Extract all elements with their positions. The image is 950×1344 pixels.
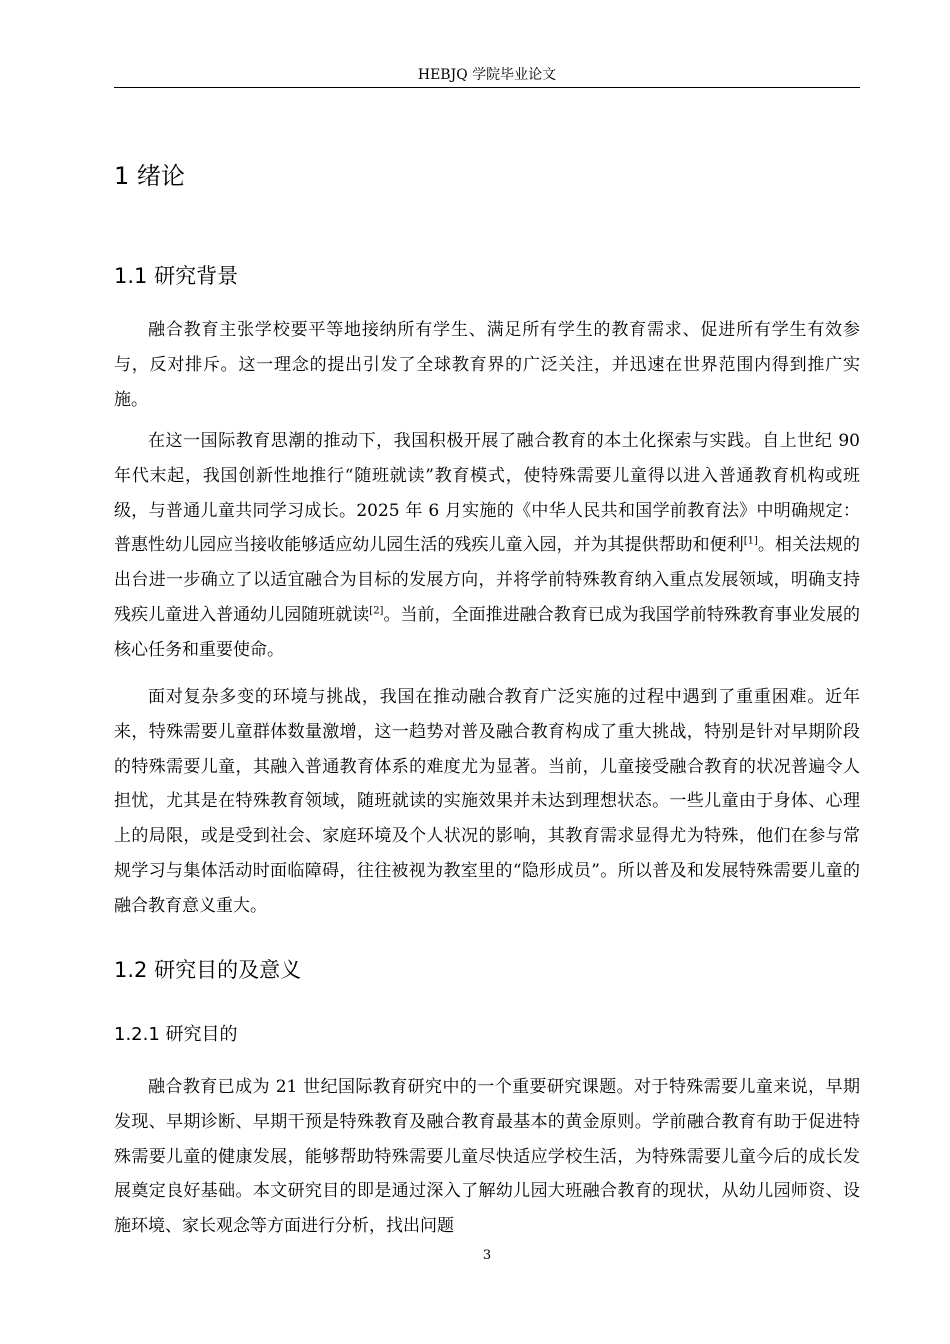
citation-ref[interactable]: [2]: [369, 605, 384, 617]
paragraph-background-3: [114, 680, 860, 924]
citation-ref[interactable]: [1]: [743, 535, 758, 547]
paragraph-text: 。当前，全面推进融合教育已成为我国学前特殊教育事业发展的核心任务和重要使命。: [114, 604, 861, 660]
running-header: HEBJQ 学院毕业论文: [417, 67, 557, 83]
section-title-1-1: 1.1 研究背景: [114, 264, 239, 288]
subsection-title-1-2-1: 1.2.1 研究目的: [114, 1024, 238, 1045]
paragraph-background-1: [114, 313, 860, 417]
chapter-title: 1 绪论: [114, 162, 185, 190]
paragraph-purpose-1: [114, 1070, 860, 1244]
page-number: 3: [482, 1248, 492, 1263]
paragraph-text: 在这一国际教育思潮的推动下，我国积极开展了融合教育的本土化探索与实践。自上世纪 90 年代末起，我国创新性地推行“随班就读”教育模式，使特殊需要儿童得以进入普通教育机构或班级，与普通儿童共同学习成长。2025 年 6 月实施的《中华人民共和国学前教育法》中明确规定：普惠性幼儿园应当接收能够适应幼儿园生活的残疾儿童入园，并为其提供帮助和便利: [114, 431, 860, 556]
header-rule: [114, 87, 860, 88]
paragraph-text: 面对复杂多变的环境与挑战，我国在推动融合教育广泛实施的过程中遇到了重重困难。近年来，特殊需要儿童群体数量激增，这一趋势对普及融合教育构成了重大挑战，特别是针对早期阶段的特殊需要儿童，其融入普通教育体系的难度尤为显著。当前，儿童接受融合教育的状况普遍令人担忧，尤其是在特殊教育领域，随班就读的实施效果并未达到理想状态。一些儿童由于身体、心理上的局限，或是受到社会、家庭环境及个人状况的影响，其教育需求显得尤为特殊，他们在参与常规学习与集体活动时面临障碍，往往被视为教室里的“隐形成员”。所以普及和发展特殊需要儿童的融合教育意义重大。: [114, 687, 860, 916]
paragraph-background-2: [114, 424, 860, 668]
paragraph-text: 融合教育已成为 21 世纪国际教育研究中的一个重要研究课题。对于特殊需要儿童来说，早期发现、早期诊断、早期干预是特殊教育及融合教育最基本的黄金原则。学前融合教育有助于促进特殊需要儿童的健康发展，能够帮助特殊需要儿童尽快适应学校生活，为特殊需要儿童今后的成长发展奠定良好基础。本文研究目的即是通过深入了解幼儿园大班融合教育的现状，从幼儿园师资、设施环境、家长观念等方面进行分析，找出问题: [114, 1077, 860, 1237]
paragraph-text: 融合教育主张学校要平等地接纳所有学生、满足所有学生的教育需求、促进所有学生有效参与，反对排斥。这一理念的提出引发了全球教育界的广泛关注，并迅速在世界范围内得到推广实施。: [114, 320, 860, 410]
paragraph-text: 。相关法规的出台进一步确立了以适宜融合为目标的发展方向，并将学前特殊教育纳入重点发展领域，明确支持残疾儿童进入普通幼儿园随班就读: [114, 535, 861, 625]
section-title-1-2: 1.2 研究目的及意义: [114, 958, 302, 982]
